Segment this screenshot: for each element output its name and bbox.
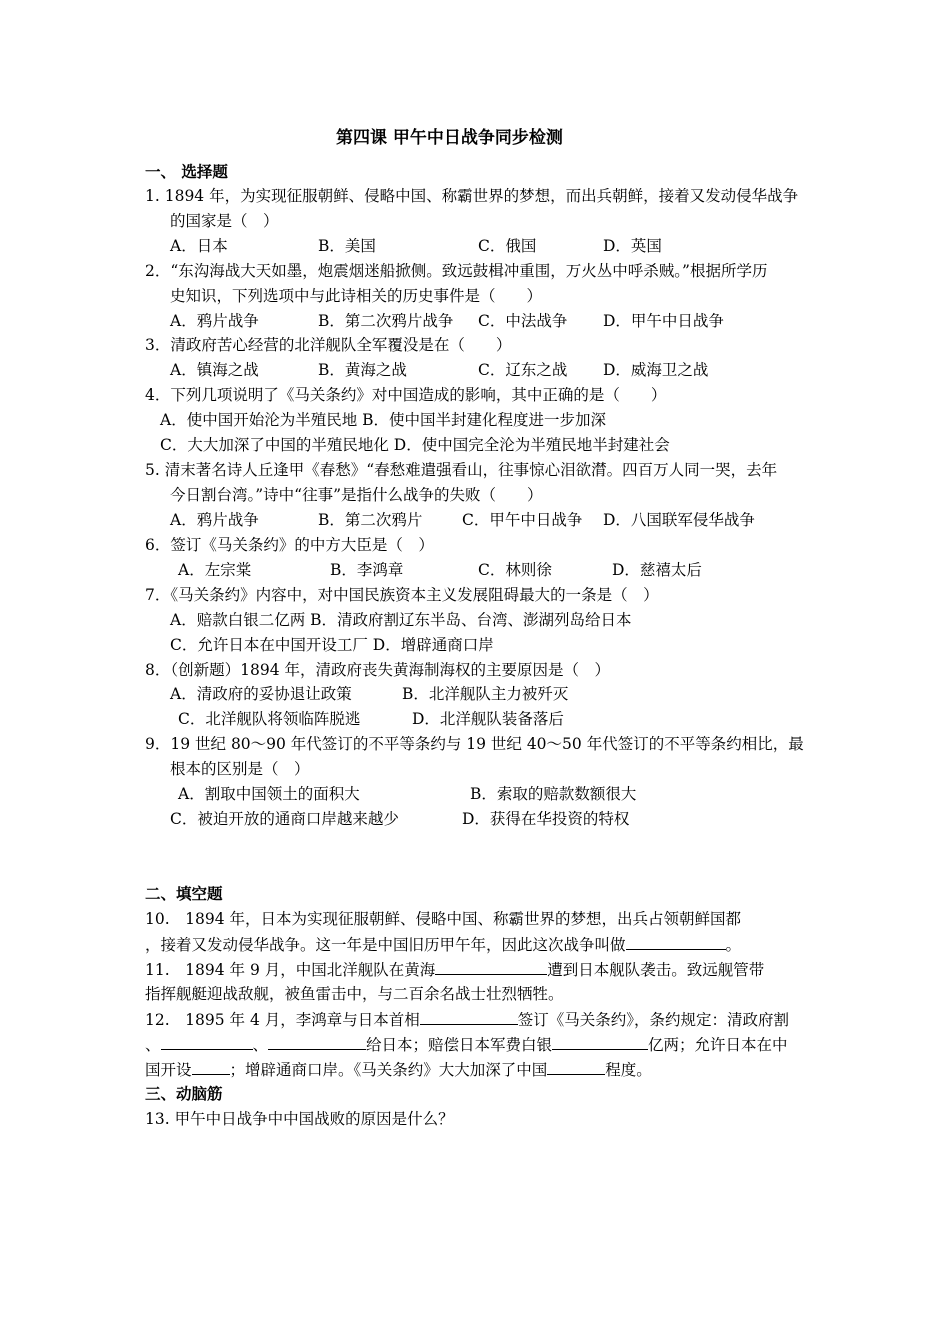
question-12-line-2 [145, 1034, 788, 1055]
question-11-text-a: 11. 1894 年 9 月，中国北洋舰队在黄海 [145, 961, 436, 979]
question-6-option-b: B．李鸿章 [330, 561, 404, 579]
question-10-line-1: 10. 1894 年，日本为实现征服朝鲜、侵略中国、称霸世界的梦想，出兵占领朝鲜国都 [145, 910, 742, 928]
question-2-option-c: C．中法战争 [478, 312, 568, 330]
section-think-heading: 三、动脑筋 [145, 1085, 223, 1103]
question-11-line-2: 指挥舰艇迎战敌舰，被鱼雷击中，与二百余名战士壮烈牺牲。 [145, 985, 564, 1003]
question-12-line-3 [145, 1059, 652, 1080]
question-8-option-c: C．北洋舰队将领临阵脱逃 [178, 710, 361, 728]
question-1-option-d: D．英国 [603, 237, 662, 255]
question-12-line-1 [145, 1009, 789, 1030]
question-9-option-a: A．割取中国领土的面积大 [178, 785, 360, 803]
question-6-option-c: C．林则徐 [478, 561, 552, 579]
question-3-option-b: B．黄海之战 [318, 361, 407, 379]
question-1-option-c: C．俄国 [478, 237, 537, 255]
question-7-line-1: 7．《马关条约》内容中，对中国民族资本主义发展阻碍最大的一条是（ ） [145, 586, 659, 604]
question-12-text-c: 、 [145, 1036, 161, 1054]
question-11-line-1 [145, 959, 764, 980]
question-2-line-2: 史知识，下列选项中与此诗相关的历史事件是（ ） [170, 287, 543, 305]
question-6-option-a: A．左宗棠 [178, 561, 252, 579]
question-2-option-a: A．鸦片战争 [170, 312, 259, 330]
question-12-text-e: 给日本；赔偿日本军费白银 [366, 1036, 553, 1054]
question-6-option-d: D．慈禧太后 [612, 561, 702, 579]
question-12-text-b: 签订《马关条约》，条约规定：清政府割 [517, 1011, 790, 1029]
question-1-line-2: 的国家是（ ） [170, 212, 279, 230]
question-5-option-d: D．八国联军侵华战争 [603, 511, 755, 529]
question-3-option-d: D．威海卫之战 [603, 361, 709, 379]
answer-blank[interactable] [626, 934, 726, 950]
question-1-option-b: B．美国 [318, 237, 376, 255]
question-8-option-a: A．清政府的妥协退让政策 [170, 685, 352, 703]
question-8-option-d: D．北洋舰队装备落后 [412, 710, 564, 728]
answer-blank[interactable] [547, 1059, 605, 1075]
question-4-line-1: 4．下列几项说明了《马关条约》对中国造成的影响，其中正确的是（ ） [145, 386, 667, 404]
question-12-text-f: 亿两；允许日本在中 [648, 1036, 788, 1054]
question-7-line-3: C．允许日本在中国开设工厂 D．增辟通商口岸 [170, 636, 494, 654]
question-10-line-2 [145, 934, 741, 955]
question-1-line-1: 1. 1894 年，为实现征服朝鲜、侵略中国、称霸世界的梦想，而出兵朝鲜，接着又发动侵华战争 [145, 187, 799, 205]
answer-blank[interactable] [161, 1034, 253, 1050]
question-3-option-a: A．镇海之战 [170, 361, 259, 379]
question-3-line-1: 3．清政府苦心经营的北洋舰队全军覆没是在（ ） [145, 336, 512, 354]
question-4-line-3: C．大大加深了中国的半殖民地化 D．使中国完全沦为半殖民地半封建社会 [160, 436, 670, 454]
answer-blank[interactable] [552, 1034, 648, 1050]
question-9-line-1: 9．19 世纪 80～90 年代签订的不平等条约与 19 世纪 40～50 年代签订的不平等条约相比，最 [145, 735, 804, 753]
question-5-line-1: 5. 清末著名诗人丘逢甲《春愁》“春愁难遣强看山，往事惊心泪欲潸。四百万人同一哭，去年 [145, 461, 778, 479]
question-11-text-b: 遭到日本舰队袭击。致远舰管带 [547, 961, 765, 979]
section-choice-heading: 一、 选择题 [145, 163, 228, 181]
question-4-line-2: A．使中国开始沦为半殖民地 B．使中国半封建化程度进一步加深 [160, 411, 607, 429]
section-fill-heading: 二、填空题 [145, 885, 223, 903]
question-2-option-d: D．甲午中日战争 [603, 312, 724, 330]
question-9-option-d: D．获得在华投资的特权 [462, 810, 630, 828]
question-5-option-a: A．鸦片战争 [170, 511, 259, 529]
answer-blank[interactable] [435, 959, 547, 975]
question-9-option-b: B．索取的赔款数额很大 [470, 785, 637, 803]
question-12-text-g: 国开设 [145, 1061, 192, 1079]
question-12-text-h: ；增辟通商口岸。《马关条约》大大加深了中国 [229, 1061, 548, 1079]
answer-blank[interactable] [192, 1059, 230, 1075]
question-5-line-2: 今日割台湾。”诗中“往事”是指什么战争的失败（ ） [170, 486, 543, 504]
page-title: 第四课 甲午中日战争同步检测 [336, 128, 563, 148]
question-8-line-1: 8．（创新题）1894 年，清政府丧失黄海制海权的主要原因是（ ） [145, 661, 610, 679]
question-2-line-1: 2．“东沟海战大天如墨，炮震烟迷船掀侧。致远鼓楫冲重围，万火丛中呼杀贼。”根据所学历 [145, 262, 768, 280]
question-12-text-i: 程度。 [605, 1061, 652, 1079]
question-3-option-c: C．辽东之战 [478, 361, 568, 379]
answer-blank[interactable] [420, 1009, 518, 1025]
question-12-text-d: 、 [252, 1036, 269, 1054]
question-7-line-2: A．赔款白银二亿两 B．清政府割辽东半岛、台湾、澎湖列岛给日本 [170, 611, 632, 629]
question-6-line-1: 6．签订《马关条约》的中方大臣是（ ） [145, 536, 434, 554]
question-5-option-c: C．甲午中日战争 [462, 511, 583, 529]
question-10-text-a: ，接着又发动侵华战争。这一年是中国旧历甲午年，因此这次战争叫做 [145, 936, 626, 954]
question-8-option-b: B．北洋舰队主力被歼灭 [402, 685, 569, 703]
answer-blank[interactable] [268, 1034, 366, 1050]
question-9-line-2: 根本的区别是（ ） [170, 760, 310, 778]
question-10-text-b: 。 [725, 936, 742, 954]
question-5-option-b: B．第二次鸦片 [318, 511, 423, 529]
question-1-option-a: A．日本 [170, 237, 228, 255]
question-9-option-c: C．被迫开放的通商口岸越来越少 [170, 810, 399, 828]
question-2-option-b: B．第二次鸦片战争 [318, 312, 454, 330]
question-13-line-1: 13. 甲午中日战争中中国战败的原因是什么？ [145, 1110, 454, 1128]
question-12-text-a: 12. 1895 年 4 月，李鸿章与日本首相 [145, 1011, 420, 1029]
